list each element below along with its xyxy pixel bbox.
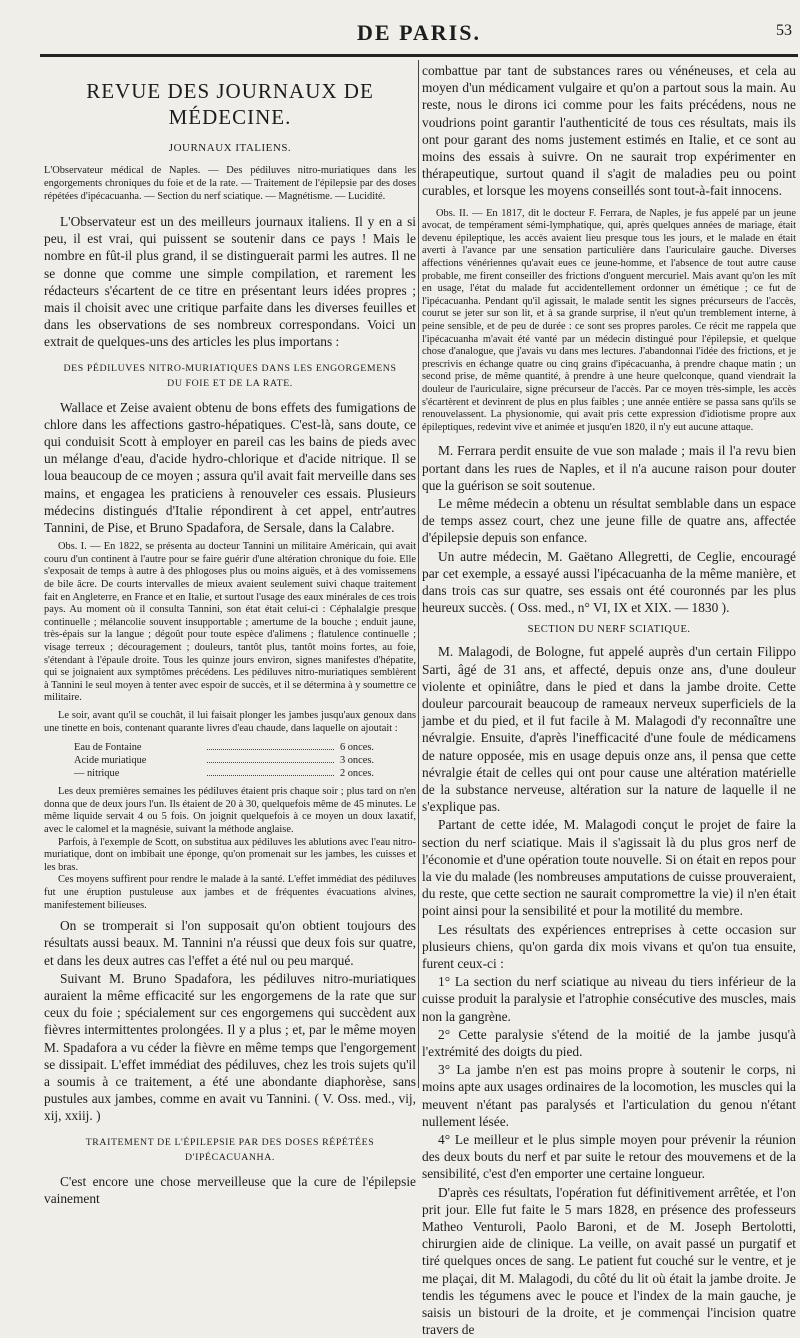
header-rule: [40, 54, 798, 57]
subsection-heading: JOURNAUX ITALIENS.: [168, 142, 292, 154]
paragraph: Parfois, à l'exemple de Scott, on substitua aux pédiluves les ablutions avec l'eau nitro-muriatique, dont on imbibait une éponge, qu'on promenait sur les jambes, les cuisses et les bras.: [44, 836, 416, 873]
list-item: 4° Le meilleur et le plus simple moyen pour prévenir la réunion des deux bouts du nerf et par suite le retour des mouvemens et de la sensibilité, c'est d'en emporter une certaine longueur.: [422, 1132, 796, 1182]
paragraph: Les deux premières semaines les pédiluves étaient pris chaque soir ; plus tard on n'en donna que de deux jours l'un. Ils étaient de 20 à 30, quelquefois même de 45 minutes. Le même liquide servait 4 ou 5 fois. On joignit quelquefois à ce moyen un doux laxatif, avec le calomel et la magnésie, suivant la méthode anglaise.: [44, 786, 416, 835]
ingredient-name: Eau de Fontaine: [74, 742, 142, 754]
heading-line: DES PÉDILUVES NITRO-MURIATIQUES DANS LES ENGORGEMENS: [63, 362, 397, 374]
heading-line: D'IPÉCACUANHA.: [185, 1151, 275, 1163]
ingredient-name: — nitrique: [74, 768, 120, 780]
observation-paragraph: Obs. II. — En 1817, dit le docteur F. Ferrara, de Naples, je fus appelé par un jeune avocat, de tempérament sémi-lymphatique, qui, après quelques années de mariage, était devenu épileptique, les accès avaient lieu presque tous les jours, et le malade en était averti à l'avance par une sensation particulière dans l'auriculaire gauche. Diverses affections vénériennes qu'avait eues ce jeune-homme, et l'absence de tout autre cause probable, me firent conseiller des frictions d'onguent mercuriel. Mais avant qu'on les mît en usage, l'état du malade fut accidentellement ordonner un émétique ; ce fut de l'ipécacuanha. Pendant qu'il agissait, le malade sentit les signes précurseurs de l'accès, courut se jeter sur son lit, et à sa grande surprise, il n'eut qu'un tremblement interne, à peine sensible, et de peu de durée : ce sont ses propres paroles. Ce récit me rappela que l'ipécacuanha m'avait été vanté par un médecin distingué pour l'épilepsie, et quelque chose d'analogue, que j'avais vu dans mes lectures. J'abandonnai l'idée des frictions, et je prescrivis en échange quatre ou cinq grains d'ipécacuanha, à prendre chaque matin ; un second prise, de même quantité, à prendre à une heure quelconque, quand viendrait la douleur de l'auriculaire, signe précurseur de l'accès. Par ce moyen très-simple, les accès s'écartèrent et devinrent de plus en plus faibles ; une année entière se passa sans qu'ils se renouvelassent. La physionomie, qui avait pris cette expression d'idiotisme propre aux épileptiques, redevint vive et animée et jusqu'en 1820, il n'y eut aucune attaque.: [422, 207, 796, 433]
column-divider: [418, 60, 419, 1088]
heading-line: TRAITEMENT DE L'ÉPILEPSIE PAR DES DOSES RÉPÉTÉES: [85, 1136, 375, 1148]
paragraph: M. Malagodi, de Bologne, fut appelé auprès d'un certain Filippo Sarti, âgé de 31 ans, et affecté, depuis onze ans, d'une douleur violente et opiniâtre, dans le pied et dans la jambe droite. Cette douleur parcourait beaucoup de rameaux nerveux superficiels de la jambe et du pied, et il fut facile à M. Malagodi d'y reconnaître une névralgie. Ensuite, d'après l'inefficacité d'une foule de médicamens de nature opposée, mis en usage depuis onze ans, il pensa que cette névralgie était de celles qui ont pour cause une altération matérielle de la substance nerveuse, altération sur la nature de laquelle il ne s'explique pas.: [422, 644, 796, 815]
ingredient-quantity: 3 onces.: [339, 755, 374, 767]
contents-summary: L'Observateur médical de Naples. — Des pédiluves nitro-muriatiques dans les engorgements chroniques du foie et de la rate. — Traitement de l'épilepsie par des doses répétées d'ipécacuanha. — Section du nerf sciatique. — Magnétisme. — Lucidité.: [44, 165, 416, 202]
ingredient-quantity: 2 onces.: [339, 768, 374, 780]
recipe-list: [74, 741, 374, 780]
section-heading: REVUE DES JOURNAUX DE MÉDECINE.: [86, 79, 374, 129]
article-heading-epilepsie: [44, 1135, 416, 1165]
recipe-row: [74, 754, 374, 767]
paragraph: Wallace et Zeise avaient obtenu de bons effets des fumigations de chlore dans les affections gastro-hépatiques. C'est-là, sans doute, ce qui conduisit Scott à employer en pareil cas les bains de pieds avec un mélange d'eau, d'acide hydro-chlorique et d'acide nitrique. Il se loua beaucoup de ce moyen ; assura qu'il avait fait merveille dans ses mains, et engagea les praticiens à renouveler ces essais. Plusieurs médecins distingués d'Italie répondirent à cet appel, entr'autres Tannini, de Pise, et Bruno Spadafora, de Sersale, dans la Calabre.: [44, 399, 416, 536]
paragraph: Le soir, avant qu'il se couchât, il lui faisait plonger les jambes jusqu'aux genoux dans une tinette en bois, contenant quarante livres d'eau chaude, dans laquelle on ajoutait :: [44, 709, 416, 734]
recipe-row: [74, 741, 374, 754]
paragraph: Un autre médecin, M. Gaëtano Allegretti, de Ceglie, encouragé par cet exemple, a essayé aussi l'ipécacuanha de la même manière, et dans trois cas sur quatre, ses essais ont été couronnés par les plus heureux succès. ( Oss. med., n° VI, IX et XIX. — 1830 ).: [422, 548, 796, 616]
list-item: 3° La jambe n'en est pas moins propre à soutenir le corps, ni moins apte aux usages ordinaires de la locomotion, les muscles qui la meuvent n'étant pas paralysés et l'articulation du genou n'étant nullement lésée.: [422, 1062, 796, 1129]
running-title: DE PARIS.: [357, 20, 481, 45]
paragraph: Les résultats des expériences entreprises à cette occasion sur plusieurs chiens, qu'on garda dix mois vivans et qu'on tua ensuite, furent ceux-ci :: [422, 921, 796, 971]
paragraph: M. Ferrara perdit ensuite de vue son malade ; mais il l'a revu bien portant dans les rues de Naples, et il n'a aucune raison pour douter que la guérison se soit soutenue.: [422, 443, 796, 493]
page-number: 53: [776, 22, 792, 39]
paragraph: combattue par tant de substances rares ou vénéneuses, et cela au moyen d'un médicament vulgaire et qu'on a partout sous la main. Au reste, nous le dirons ici comme pour les faits précédens, nous ne voudrions point garantir l'authenticité de tous ces résultats, mais ils ont pour garant des noms justement estimés en Italie, et ce sont au moins des essais à suivre. On ne saurait trop expérimenter en thérapeutique, surtout quand il s'agit de maladies peu ou point curables, et lorsque les moyens conseillés sont tout-à-fait innocens.: [422, 63, 796, 199]
paragraph: Suivant M. Bruno Spadafora, les pédiluves nitro-muriatiques auraient la même efficacité sur les engorgemens de la rate que sur ceux du foie ; spécialement sur ces engorgemens qui succèdent aux fièvres intermittentes prolongées. Il y a plus ; et, par le même moyen M. Spadafora a vu céder la fièvre en même temps que l'engorgement se dissipait. L'effet immédiat des pédiluves, chez les trois sujets qu'il a soumis à ce traitement, a été une abondante diaphorèse, sans pustules aux jambes, comme en avait vu Tannini. ( V. Oss. med., vij, xij, xxiij. ): [44, 970, 416, 1124]
recipe-row: [74, 767, 374, 780]
page-header: [40, 14, 798, 58]
paragraph: C'est encore une chose merveilleuse que la cure de l'épilepsie vainement: [44, 1173, 416, 1206]
heading-line: DU FOIE ET DE LA RATE.: [167, 377, 293, 389]
observation-paragraph: Obs. I. — En 1822, se présenta au docteur Tannini un militaire Américain, qui avait couru d'un continent à l'autre pour se faire guérir d'une altération chronique du foie. Elle s'exposait de temps à autre à des phlogoses plus ou moins aiguës, et à des vomissemens de bile âcre. De courts intervalles de mieux avaient seulement suivi chaque traitement fait en Angleterre, en France et en Italie, et surtout l'usage des eaux minérales de ces trois pays. Au moment où il consulta Tannini, son état était celui-ci : Céphalalgie presque continuelle ; mélancolie souvent insupportable ; amertume de la bouche ; enduit jaune, très-épais sur la langue ; dégoût pour toute espèce d'alimens ; flatulence continuelle ; visage terreux ; découragement ; douleurs, tantôt plus, tantôt moins fortes, au foie, s'étendant à l'épaule droite. Tous les quinze jours environ, signes manifestes d'hépatite, qui se joignaient aux symptômes précédens. Les pédiluves nitro-muriatiques semblèrent à Tannini le seul moyen à tenter avec espoir de succès, et il se détermina à y soumettre ce militaire.: [44, 541, 416, 704]
paragraph: Partant de cette idée, M. Malagodi conçut le projet de faire la section du nerf sciatique. Mais il s'agissait là du plus gros nerf de l'économie et d'une opération toute nouvelle. Si on était en repos pour la vie du malade (les nombreuses amputations de cuisse prouveraient, du reste, que cette section ne saurait compromettre la vie) il n'en était point ainsi pour la sensibilité et pour la motilité du membre.: [422, 817, 796, 919]
paragraph: Le même médecin a obtenu un résultat semblable dans un espace de temps assez court, chez une jeune fille de quatre ans, affectée d'épilepsie depuis son enfance.: [422, 495, 796, 546]
list-item: 1° La section du nerf sciatique au niveau du tiers inférieur de la cuisse produit la paralysie et l'atrophie consécutive des muscles, mais non la gangrène.: [422, 974, 796, 1024]
intro-paragraph: L'Observateur est un des meilleurs journaux italiens. Il y en a si peu, il est vrai, qui puissent se soutenir dans ce pays ! Mais le nombre en fût-il plus grand, il se distinguerait parmi les autres. Il ne se donne que comme une simple compilation, et rarement les rédacteurs s'écartent de ce titre en présentant leurs idées propres ; mais il choisit avec une critique parfaite dans les diverses feuilles et dans les observations de ses nombreux correspondans. Voici un extrait de quelques-uns des articles les plus importans :: [44, 214, 416, 350]
left-column: [44, 62, 416, 1206]
article-heading-pediluves: [44, 361, 416, 391]
article-heading-sciatique: SECTION DU NERF SCIATIQUE.: [527, 624, 691, 636]
ingredient-quantity: 6 onces.: [339, 742, 374, 754]
paragraph: D'après ces résultats, l'opération fut définitivement arrêtée, et l'on prit jour. Elle fut faite le 5 mars 1828, en présence des professeurs Matheo Venturoli, Paolo Baroni, et de M. Joseph Bertolotti, chirurgien aide de clinique. La veille, on avait passé un purgatif et tiré quelques onces de sang. Le patient fut couché sur le ventre, et je me plaçai, dit M. Malagodi, du côté du lit où était la jambe droite. Je tendis les tégumens avec le pouce et l'index de la main gauche, je saisis un bistouri de la droite, et je commençai l'incision quatre travers de: [422, 1184, 796, 1338]
list-item: 2° Cette paralysie s'étend de la moitié de la jambe jusqu'à l'extrémité des doigts du pied.: [422, 1026, 796, 1060]
paragraph: Ces moyens suffirent pour rendre le malade à la santé. L'effet immédiat des pédiluves fut une éruption pustuleuse aux jambes et de fréquentes évacuations alvines, manifestement bilieuses.: [44, 874, 416, 911]
ingredient-name: Acide muriatique: [74, 755, 147, 767]
right-column: [422, 62, 796, 1338]
paragraph: On se tromperait si l'on supposait qu'on obtient toujours des résultats aussi beaux. M. Tannini n'a réussi que deux fois sur quatre, et dans les deux autres cas l'effet a été nul ou peu marqué.: [44, 918, 416, 968]
